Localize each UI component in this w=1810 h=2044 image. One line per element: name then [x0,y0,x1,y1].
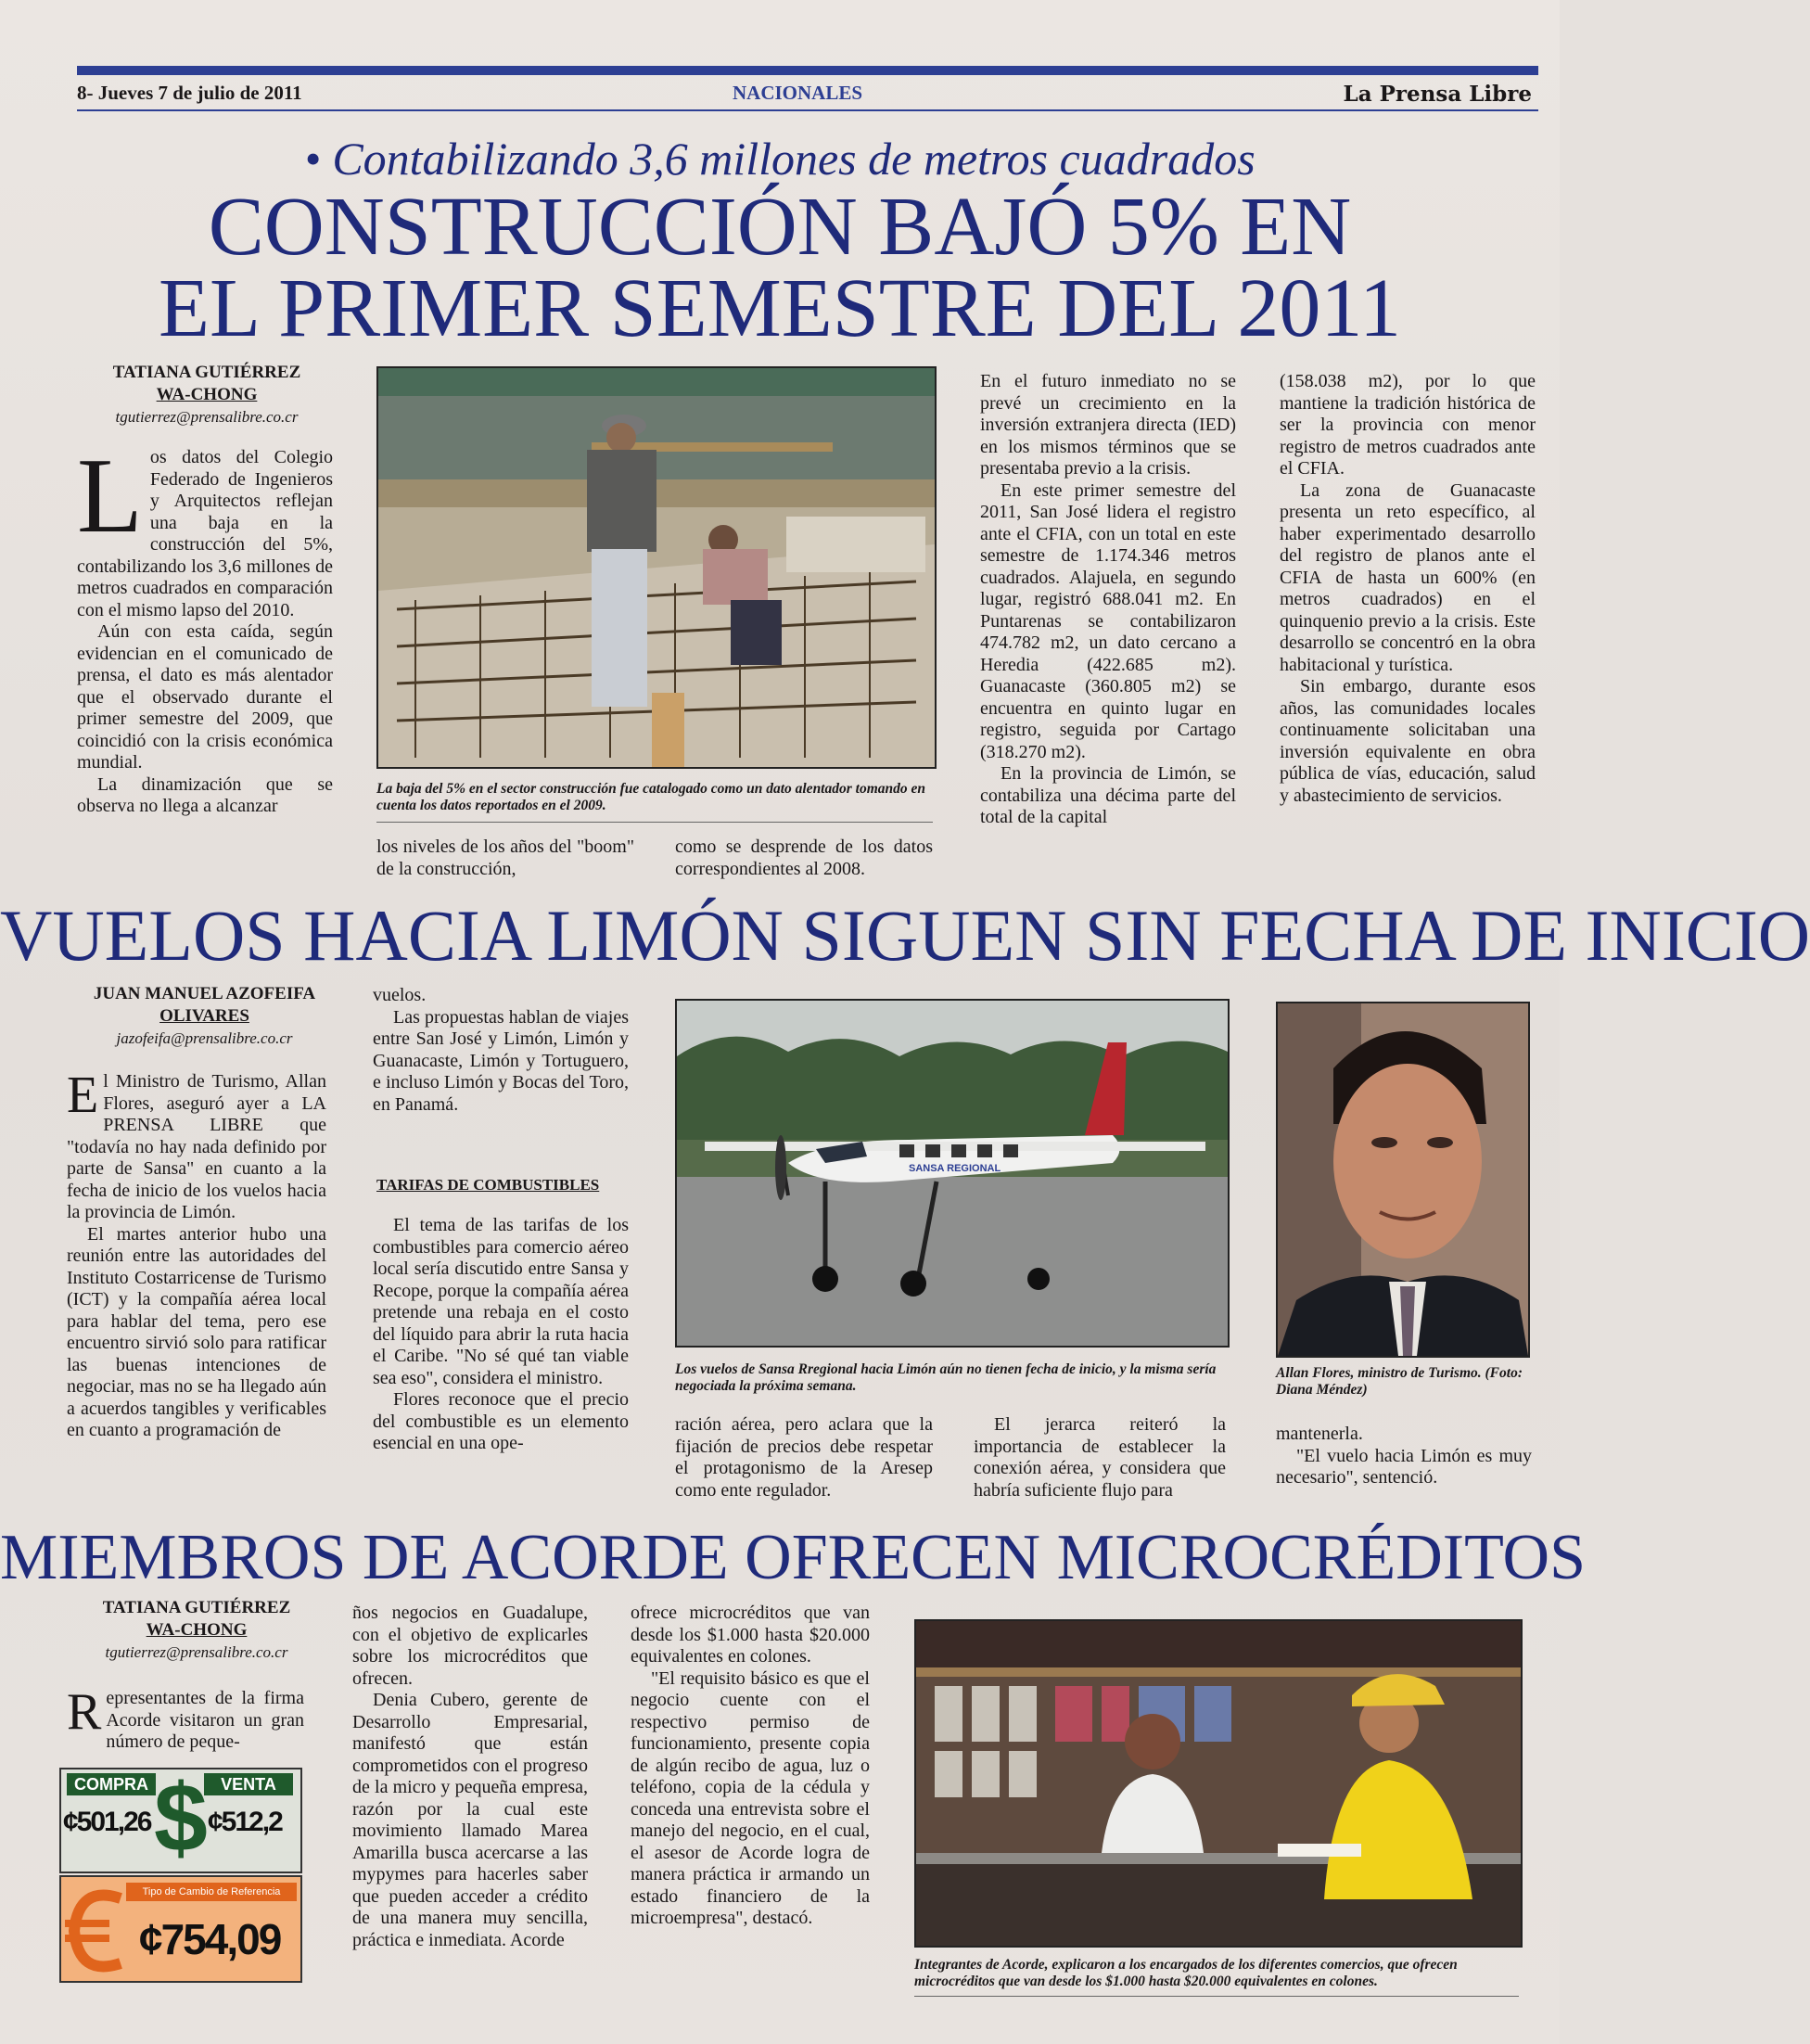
article2-email: jazofeifa@prensalibre.co.cr [116,1029,293,1047]
article3-col3-p1: ofrece microcréditos que van desde los $1.000 hasta $20.000 equivalentes en colones. [631,1603,870,1667]
euro-label: Tipo de Cambio de Referencia [126,1883,297,1901]
article1-col4-p1: En el futuro inmediato no se prevé un crecimiento en la inversión extranjera directa (IED) en los mismos términos que se presentaba previo a la crisis. [980,371,1236,479]
dropcap: E [67,1067,99,1124]
article1-col1-p2: Aún con esta caída, según evidencian en el comunicado de prensa, el dato es más alentador que el observado durante el primer semestre del 2009, que coincidió con la crisis económica mundial. [77,621,333,773]
article1-col3 [675,837,933,880]
euro-icon [65,1884,130,1977]
header-top-rule [77,66,1538,75]
article3-email: tgutierrez@prensalibre.co.cr [105,1643,288,1661]
article3-headline: MIEMBROS DE ACORDE OFRECEN MICROCRÉDITOS [0,1522,1587,1593]
construction-photo [376,366,937,769]
shop-photo-image [916,1621,1521,1946]
article2-col4 [974,1414,1226,1501]
article1-col4 [980,371,1236,829]
article1-col5-p2: La zona de Guanacaste presenta un reto específico, al haber experimentado desarrollo del registro de planos ante el CFIA de hasta un 600% (en metros cuadrados) en el quinquenio previo a la crisis. Este desarrollo se concentró en la obra habitacional y turística. [1280,479,1536,675]
article2-headline: VUELOS HACIA LIMÓN SIGUEN SIN FECHA DE INICIO [0,895,1810,976]
article2-col2-p3: Flores reconoce que el precio del combustible es un elemento esencial en una ope- [373,1389,629,1453]
article3-col2 [352,1603,588,1951]
portrait-photo-image [1278,1003,1528,1356]
author-name-cont: WA-CHONG [156,385,258,404]
author-name: TATIANA GUTIÉRREZ [112,363,301,382]
plane-logo: SANSA REGIONAL [909,1163,1001,1174]
exchange-rate-dollar [59,1765,302,1873]
plane-photo-image [677,1001,1228,1346]
article1-col5 [1280,371,1536,807]
article1-col2 [376,837,634,880]
portrait-photo [1276,1002,1530,1358]
author-name: TATIANA GUTIÉRREZ [102,1598,291,1617]
article3-col1-text: Representantes de la firma Acorde visitaron un gran número de peque- [67,1683,304,1752]
page-date: 8- Jueves 7 de julio de 2011 [77,82,302,104]
article1-kicker: • Contabilizando 3,6 millones de metros cuadrados [304,133,1256,185]
article2-col2b [373,1215,629,1455]
article2-plane-caption: Los vuelos de Sansa Rregional hacia Limón aún no tienen fecha de inicio, y la misma sería negociada la próxima semana. [675,1361,1217,1394]
article3-byline [67,1597,326,1642]
article2-col5 [1276,1424,1532,1489]
article3-col1 [67,1683,304,1754]
dropcap: L [77,437,143,556]
masthead-logo: La Prensa Libre [1343,82,1532,107]
section-label: NACIONALES [733,82,863,104]
article2-col3-text: ración aérea, pero aclara que la fijación de precios debe respetar el protagonismo de la Aresep como ente regulador. [675,1414,933,1501]
article1-byline [77,362,337,406]
article1-col5-p3: Sin embargo, durante esos años, las comunidades locales continuamente solicitaban una inversión equivalente en obra pública de vías, educación, salud y abastecimiento de servicios. [1280,676,1536,806]
article3-col3-p2: "El requisito básico es que el negocio cuente con el respectivo permiso de funcionamiento, presente copia de algún recibo de agua, luz o teléfono, copia de la cédula y conceda una entrevista sobre el manejo del negocio, en el cual, el asesor de Acorde logra de manera práctica ir armando un estado financiero de la microempresa", destacó. [631,1667,870,1928]
article3-photo-caption: Integrantes de Acorde, explicaron a los encargados de los diferentes comercios, que ofrecen microcréditos que van desde los $1.000 hasta $20.000 equivalentes en colones. [914,1957,1458,1989]
caption-rule [376,822,933,823]
article3-col2-p2: Denia Cubero, gerente de Desarrollo Empresarial, manifestó que están comprometidos con el progreso de la micro y pequeña empresa, razón por la cual este movimiento llamado Marea Amarilla busca acercarse a las mypymes para hacerles saber que pueden acceder a crédito de una manera muy sencilla, práctica e inmediata. Acorde [352,1690,588,1950]
article2-col3 [675,1414,933,1501]
caption-rule [914,1996,1519,1997]
article3-col2-p1: ños negocios en Guadalupe, con el objetivo de explicarles sobre los microcréditos que ofrecen. [352,1603,588,1689]
article2-col1-p2: El martes anterior hubo una reunión entre las autoridades del Instituto Costarricense de Turismo (ICT) y la compañía aérea local para hablar del tema, pero ese encuentro sirvió solo para ratificar las buenas intenciones de negociar, mas no se ha llegado aún a acuerdos tangibles y verificables en cuanto a programación de [67,1223,326,1440]
construction-photo-image [378,368,935,767]
author-name: JUAN MANUEL AZOFEIFA [93,984,316,1003]
article1-col1-p1: Los datos del Colegio Federado de Ingenieros y Arquitectos reflejan una baja en la construcción del 5%, contabilizando los 3,6 millones de metros cuadrados en comparación con el mismo lapso del 2010. [77,437,333,620]
article1-col4-p2: En este primer semestre del 2011, San José lidera el registro ante el CFIA, con un total en este semestre de 1.174.346 metros cuadrados. Alajuela, en segundo lugar, registró 688.041 m2. En Puntarenas se contabilizaron 474.782 m2, un dato cercano a Heredia (422.685 m2). Guanacaste (360.805 m2) se encuentra en quinto lugar en registro, seguida por Cartago (318.270 m2). [980,479,1236,762]
plane-photo [675,999,1230,1348]
article1-headline-line2: EL PRIMER SEMESTRE DEL 2011 [158,262,1402,354]
author-name-cont: WA-CHONG [146,1620,248,1640]
article2-col1-p1: El Ministro de Turismo, Allan Flores, aseguró ayer a LA PRENSA LIBRE que "todavía no hay nada definido por parte de Sansa" en cuanto a la fecha de inicio de los vuelos hacia la provincia de Limón. [67,1067,326,1222]
article1-email: tgutierrez@prensalibre.co.cr [115,408,299,426]
compra-label: COMPRA [67,1773,156,1795]
article2-col2-p0: vuelos. [373,985,427,1005]
article1-col5-p1: (158.038 m2), por lo que mantiene la tradición histórica de ser la provincia con menor registro de metros cuadrados ante el CFIA. [1280,371,1536,479]
article2-col5-p2: "El vuelo hacia Limón es muy necesario", sentenció. [1276,1445,1532,1488]
dropcap: R [67,1683,102,1741]
article2-col5-p1: mantenerla. [1276,1424,1363,1444]
article2-col1 [67,1067,326,1442]
venta-value: ¢512,2 [208,1807,282,1837]
exchange-rate-euro [59,1875,302,1983]
compra-value: ¢501,26 [63,1807,151,1837]
article2-col2 [373,985,629,1116]
dollar-icon: $ [154,1765,208,1872]
header-bottom-rule [77,109,1538,111]
article2-byline [72,983,337,1028]
article1-col3-text: como se desprende de los datos correspondientes al 2008. [675,837,933,879]
article2-subhead: TARIFAS DE COMBUSTIBLES [376,1176,600,1194]
shop-photo [914,1619,1523,1948]
author-name-cont: OLIVARES [159,1006,249,1026]
article3-col3 [631,1603,870,1930]
article1-headline-line1: CONSTRUCCIÓN BAJÓ 5% EN [208,181,1352,273]
venta-label: VENTA [204,1773,293,1795]
article2-col2-p2: El tema de las tarifas de los combustibles para comercio aéreo local sería discutido entre Sansa y Recope, porque la compañía aérea pretende una rebaja en el costo del líquido para abrir la ruta hacia el Caribe. "No sé qué tan viable sea eso", considera el ministro. [373,1215,629,1388]
portrait-caption: Allan Flores, ministro de Turismo. (Foto: Diana Méndez) [1276,1365,1523,1398]
article1-photo-caption: La baja del 5% en el sector construcción fue catalogado como un dato alentador tomando en cuenta los datos reportados en el 2009. [376,781,926,813]
article1-col2-text: los niveles de los años del "boom" de la construcción, [376,837,634,879]
article1-col4-p3: En la provincia de Limón, se contabiliza una décima parte del total de la capital [980,763,1236,827]
article2-col4-text: El jerarca reiteró la importancia de establecer la conexión aérea, y considera que habría suficiente flujo para [974,1414,1226,1501]
article1-col1-p3: La dinamización que se observa no llega a alcanzar [77,773,333,816]
article1-col1 [77,437,333,818]
article2-col2-p1: Las propuestas hablan de viajes entre San José y Limón, Limón y Guanacaste, Limón y Tortuguero, e incluso Limón y Bocas del Toro, en Panamá. [373,1006,629,1115]
euro-value: ¢754,09 [139,1915,281,1963]
